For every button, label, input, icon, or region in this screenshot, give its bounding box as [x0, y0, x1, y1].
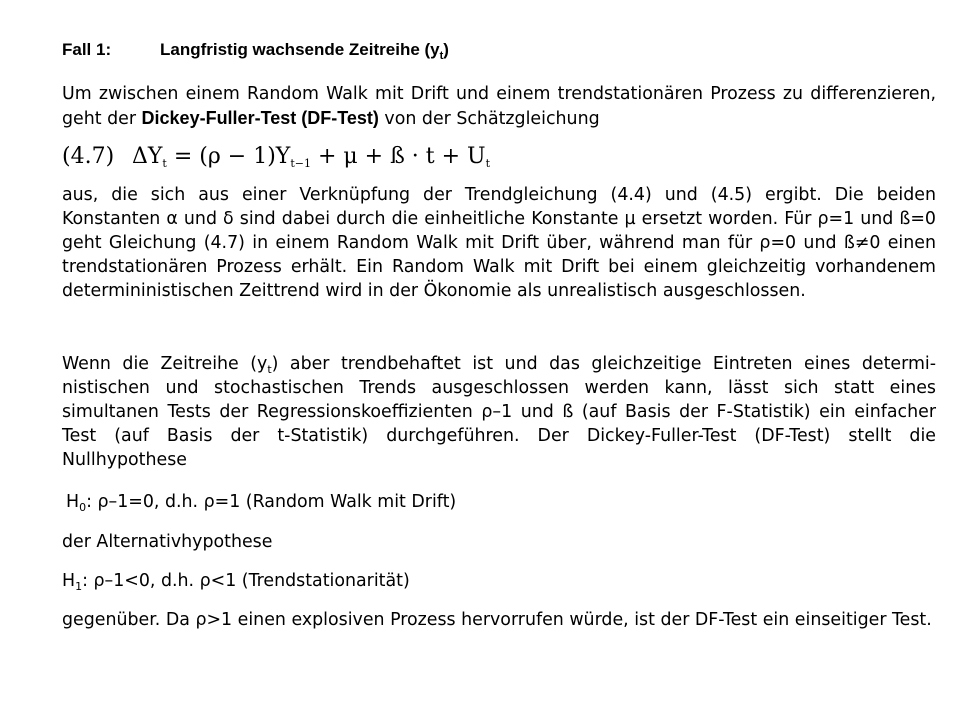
intro-bold-term: Dickey-Fuller-Test (DF-Test) — [141, 108, 379, 128]
conclusion-paragraph: gegenüber. Da ρ>1 einen explosiven Prozess hervorrufen würde, ist der DF-Test ein einseitiger Test. — [62, 610, 932, 630]
paragraph-3-text-end: ) aber trendbehaftet ist und das gleichzeitige Eintreten eines determi-nistischen und stochastischen Trends ausgeschlossen werden kann, lässt sich statt eines simultanen Tests der Regressionskoeffizienten ρ–1 und ß (auf Basis der F-Statistik) ein einfacher Test (auf Basis der t-Statistik) durchgeführen. Der Dickey-Fuller-Test (DF-Test) stellt die Nullhypothese — [62, 354, 936, 470]
paragraph-3-subscript: t — [267, 363, 272, 376]
h0-subscript: 0 — [79, 501, 87, 514]
equation-mid-subscript: t−1 — [290, 157, 311, 170]
paragraph-3 — [62, 352, 936, 472]
alternative-label: der Alternativhypothese — [62, 532, 273, 552]
h0-text: : ρ–1=0, d.h. ρ=1 (Random Walk mit Drift) — [86, 492, 457, 512]
case-label: Fall 1: — [62, 40, 112, 59]
paragraph-3-text: Wenn die Zeitreihe (y — [62, 354, 268, 374]
h1-subscript: 1 — [75, 580, 83, 593]
section-heading — [62, 40, 449, 60]
heading-title-subscript: t — [439, 50, 444, 62]
alternative-hypothesis — [62, 569, 410, 593]
equation-left-subscript: t — [162, 157, 167, 170]
heading-title-close: ) — [443, 40, 449, 59]
paragraph-2: aus, die sich aus einer Verknüpfung der Trendgleichung (4.4) und (4.5) ergibt. Die beiden Konstanten α und δ sind dabei durch die einheitliche Konstante µ ersetzt worden. Für ρ=1 und ß=0 geht Gleichung (4.7) in einem Random Walk mit Drift über, während man für ρ=0 und ß≠0 einen trendstationären Prozess erhält. Ein Random Walk mit Drift bei einem gleichzeitig vorhandenem determininistischen Zeittrend wird in der Ökonomie als unrealistisch ausgeschlossen. — [62, 185, 936, 301]
intro-paragraph — [62, 82, 936, 131]
null-hypothesis — [66, 490, 456, 514]
intro-text: Um zwischen einem Random Walk mit Drift und einem trendstationären Prozess zu differenzieren, geht der — [62, 84, 936, 129]
h0-label: H — [66, 492, 80, 512]
equation-right-subscript: t — [485, 157, 490, 170]
equation-left: ΔY — [132, 144, 163, 169]
h1-text: : ρ–1<0, d.h. ρ<1 (Trendstationarität) — [82, 571, 410, 591]
equation-4-7 — [62, 144, 490, 169]
equation-right: + μ + ß · t + U — [310, 144, 486, 169]
equation-number: (4.7) — [62, 144, 115, 169]
intro-text-end: von der Schätzgleichung — [378, 109, 600, 129]
heading-title: Langfristig wachsende Zeitreihe (y — [160, 40, 440, 59]
equation-mid: = (ρ − 1)Y — [166, 144, 291, 169]
h1-label: H — [62, 571, 76, 591]
